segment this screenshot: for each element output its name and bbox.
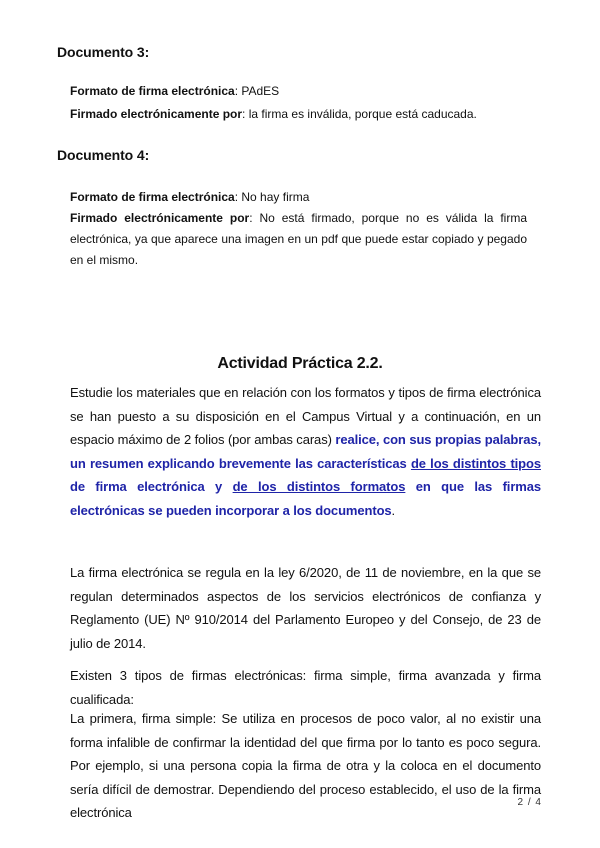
document-3-signed-by bbox=[70, 104, 477, 125]
link-distintos-tipos[interactable]: de los distintos tipos bbox=[410, 455, 541, 471]
document-4-format bbox=[70, 187, 309, 208]
signed-value: : la firma es inválida, porque está caducada. bbox=[242, 107, 477, 121]
paragraph-regulation: La firma electrónica se regula en la ley 6/2020, de 11 de noviembre, en la que se regulan determinados aspectos de los servicios electrónicos de confianza y Reglamento (UE) Nº 910/2014 del Parlamento Europeo y del Consejo, de 23 de julio de 2014. bbox=[70, 565, 541, 651]
format-label: Formato de firma electrónica bbox=[70, 190, 235, 204]
document-4-heading: Documento 4: bbox=[57, 147, 150, 163]
paragraph-simple-signature: La primera, firma simple: Se utiliza en procesos de poco valor, al no existir una forma infalible de confirmar la identidad del que firma por lo tanto es poco segura. Por ejemplo, si una persona copia la firma de otra y la coloca en el documento sería difícil de demostrar. Dependiendo del proceso establecido, el uso de la firma electrónica bbox=[70, 711, 541, 820]
activity-title: Actividad Práctica 2.2. bbox=[217, 355, 383, 372]
link-distintos-formatos[interactable]: de los distintos formatos bbox=[232, 479, 406, 494]
activity-instructions bbox=[70, 381, 541, 522]
document-4-signed-by bbox=[70, 208, 527, 271]
signed-label: Firmado electrónicamente por bbox=[70, 211, 250, 225]
instructions-emphasis: realice, con sus propias palabras, un resumen explicando brevemente las características bbox=[70, 432, 541, 471]
document-3-format bbox=[70, 81, 279, 102]
signed-value: : No está firmado, porque no es válida la firma electrónica, ya que aparece una imagen en un pdf que puede estar copiado y pegado en el mismo. bbox=[70, 211, 527, 267]
page-number: 2 / 4 bbox=[517, 797, 542, 808]
format-label: Formato de firma electrónica bbox=[70, 84, 235, 98]
format-value: : No hay firma bbox=[234, 190, 310, 204]
instructions-text: Estudie los materiales que en relación con los formatos y tipos de firma electrónica se han puesto a su disposición en el Campus Virtual y a continuación, en un espacio máximo de 2 folios (por ambas caras) bbox=[70, 385, 541, 447]
instructions-emphasis: de firma electrónica y bbox=[70, 479, 233, 494]
paragraph-signature-types: Existen 3 tipos de firmas electrónicas: firma simple, firma avanzada y firma cualificada: bbox=[70, 668, 541, 707]
document-3-heading: Documento 3: bbox=[57, 44, 150, 60]
instructions-end: . bbox=[391, 502, 396, 518]
signed-label: Firmado electrónicamente por bbox=[70, 107, 243, 121]
instructions-emphasis: en que las firmas electrónicas se pueden incorporar a los documentos bbox=[70, 479, 541, 518]
format-value: : PAdES bbox=[234, 84, 280, 98]
